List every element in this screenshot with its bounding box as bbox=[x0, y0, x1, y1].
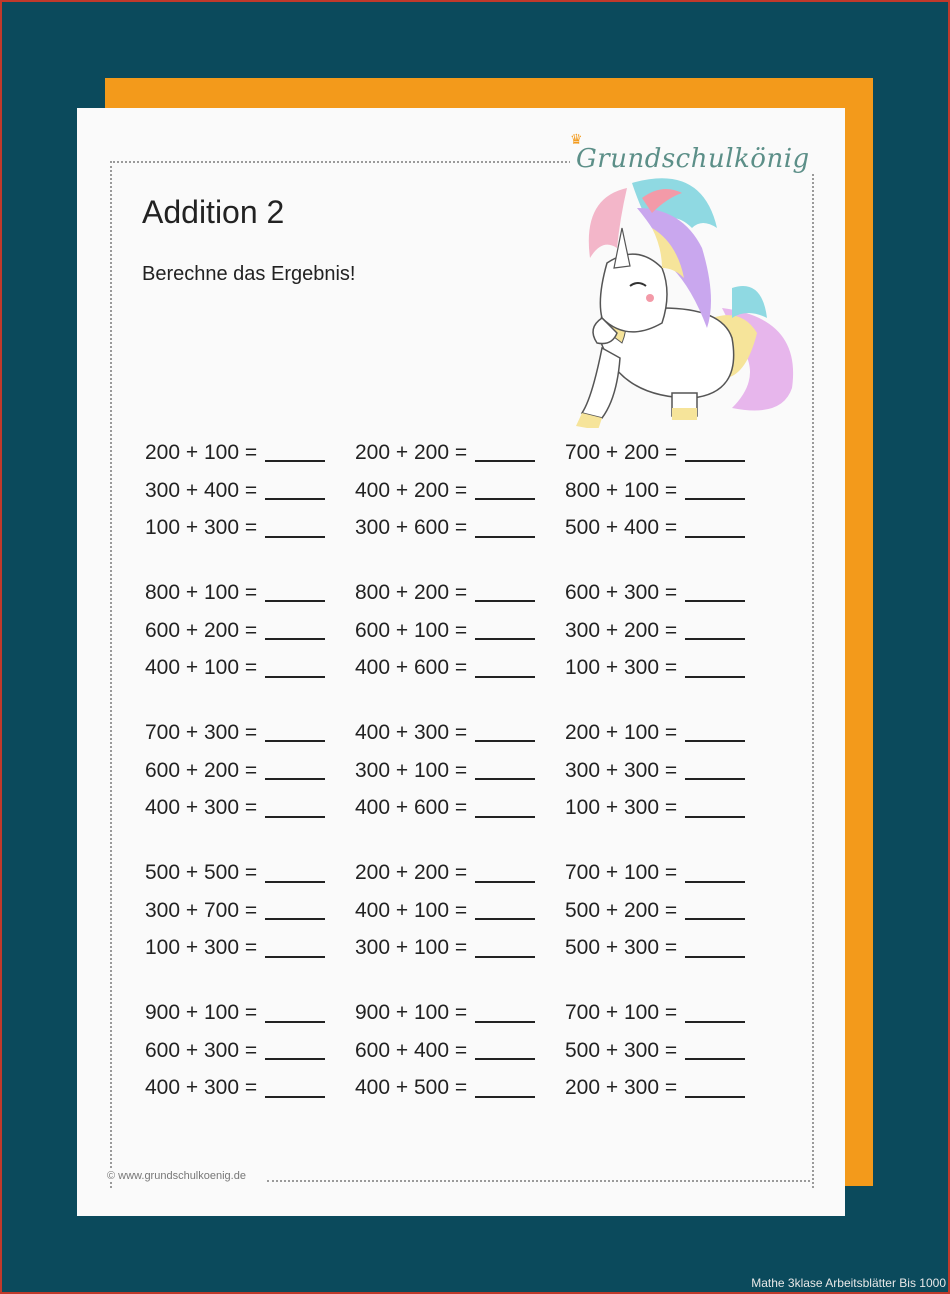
problem-item bbox=[355, 1001, 565, 1025]
image-caption: Mathe 3klase Arbeitsblätter Bis 1000 bbox=[751, 1276, 946, 1290]
problem-expression: 500 + 400 = bbox=[565, 516, 678, 540]
worksheet-instruction: Berechne das Ergebnis! bbox=[142, 263, 356, 285]
answer-blank[interactable] bbox=[265, 535, 325, 538]
problem-item bbox=[145, 1039, 355, 1063]
answer-blank[interactable] bbox=[475, 1095, 535, 1098]
problem-item bbox=[355, 861, 565, 885]
problem-expression: 400 + 300 = bbox=[145, 796, 258, 820]
problem-item bbox=[565, 796, 775, 820]
problem-item bbox=[565, 1001, 775, 1025]
problem-row bbox=[145, 574, 785, 612]
problem-expression: 300 + 100 = bbox=[355, 936, 468, 960]
problem-expression: 600 + 400 = bbox=[355, 1038, 468, 1062]
answer-blank[interactable] bbox=[475, 955, 535, 958]
problem-item bbox=[145, 656, 355, 680]
problem-item bbox=[565, 516, 775, 540]
answer-blank[interactable] bbox=[475, 815, 535, 818]
problem-expression: 400 + 500 = bbox=[355, 1076, 468, 1100]
problem-item bbox=[355, 759, 565, 783]
answer-blank[interactable] bbox=[685, 675, 745, 678]
answer-blank[interactable] bbox=[475, 1057, 535, 1060]
problem-item bbox=[145, 936, 355, 960]
problem-row bbox=[145, 790, 785, 828]
answer-blank[interactable] bbox=[475, 459, 535, 462]
problem-expression: 100 + 300 = bbox=[145, 936, 258, 960]
answer-blank[interactable] bbox=[685, 535, 745, 538]
problem-expression: 600 + 100 = bbox=[355, 618, 468, 642]
problem-expression: 700 + 300 = bbox=[145, 720, 258, 744]
problem-expression: 400 + 600 = bbox=[355, 656, 468, 680]
problem-expression: 400 + 300 = bbox=[145, 1076, 258, 1100]
problem-expression: 900 + 100 = bbox=[355, 1001, 468, 1025]
problem-item bbox=[565, 936, 775, 960]
problem-item bbox=[565, 656, 775, 680]
problem-expression: 600 + 300 = bbox=[565, 580, 678, 604]
problem-block bbox=[145, 994, 785, 1107]
problem-block bbox=[145, 574, 785, 687]
problem-grid bbox=[145, 434, 785, 1134]
answer-blank[interactable] bbox=[265, 637, 325, 640]
answer-blank[interactable] bbox=[685, 459, 745, 462]
problem-item bbox=[145, 479, 355, 503]
unicorn-illustration bbox=[502, 168, 802, 428]
problem-expression: 800 + 100 = bbox=[565, 478, 678, 502]
problem-row bbox=[145, 752, 785, 790]
crown-icon: ♛ bbox=[570, 132, 584, 148]
problem-row bbox=[145, 854, 785, 892]
problem-row bbox=[145, 612, 785, 650]
answer-blank[interactable] bbox=[475, 675, 535, 678]
problem-item bbox=[355, 899, 565, 923]
answer-blank[interactable] bbox=[475, 599, 535, 602]
answer-blank[interactable] bbox=[265, 459, 325, 462]
problem-expression: 100 + 300 = bbox=[145, 516, 258, 540]
worksheet-page bbox=[77, 108, 845, 1216]
problem-expression: 300 + 600 = bbox=[355, 516, 468, 540]
problem-item bbox=[565, 899, 775, 923]
problem-expression: 900 + 100 = bbox=[145, 1001, 258, 1025]
problem-item bbox=[355, 656, 565, 680]
problem-expression: 300 + 300 = bbox=[565, 758, 678, 782]
problem-row bbox=[145, 714, 785, 752]
answer-blank[interactable] bbox=[265, 675, 325, 678]
problem-item bbox=[355, 581, 565, 605]
problem-expression: 400 + 300 = bbox=[355, 720, 468, 744]
problem-item bbox=[145, 441, 355, 465]
problem-expression: 500 + 300 = bbox=[565, 1038, 678, 1062]
problem-expression: 600 + 200 = bbox=[145, 618, 258, 642]
answer-blank[interactable] bbox=[685, 637, 745, 640]
answer-blank[interactable] bbox=[265, 1095, 325, 1098]
problem-item bbox=[145, 759, 355, 783]
problem-expression: 300 + 700 = bbox=[145, 898, 258, 922]
answer-blank[interactable] bbox=[265, 815, 325, 818]
answer-blank[interactable] bbox=[265, 955, 325, 958]
problem-expression: 600 + 300 = bbox=[145, 1038, 258, 1062]
answer-blank[interactable] bbox=[685, 1020, 745, 1023]
answer-blank[interactable] bbox=[685, 1095, 745, 1098]
brand-name: Grundschulkönig bbox=[576, 144, 810, 174]
answer-blank[interactable] bbox=[685, 739, 745, 742]
problem-item bbox=[565, 581, 775, 605]
problem-item bbox=[355, 619, 565, 643]
answer-blank[interactable] bbox=[685, 777, 745, 780]
problem-block bbox=[145, 854, 785, 967]
problem-expression: 200 + 200 = bbox=[355, 440, 468, 464]
problem-item bbox=[565, 759, 775, 783]
problem-expression: 400 + 600 = bbox=[355, 796, 468, 820]
problem-item bbox=[355, 796, 565, 820]
answer-blank[interactable] bbox=[685, 599, 745, 602]
problem-expression: 700 + 100 = bbox=[565, 1001, 678, 1025]
problem-item bbox=[565, 1076, 775, 1100]
answer-blank[interactable] bbox=[265, 777, 325, 780]
footer-copyright: © www.grundschulkoenig.de bbox=[107, 1170, 250, 1182]
problem-expression: 200 + 200 = bbox=[355, 861, 468, 885]
answer-blank[interactable] bbox=[265, 1020, 325, 1023]
problem-row bbox=[145, 472, 785, 510]
problem-item bbox=[565, 1039, 775, 1063]
answer-blank[interactable] bbox=[475, 535, 535, 538]
problem-item bbox=[565, 861, 775, 885]
problem-row bbox=[145, 994, 785, 1032]
problem-item bbox=[145, 516, 355, 540]
answer-blank[interactable] bbox=[685, 1057, 745, 1060]
problem-item bbox=[355, 441, 565, 465]
answer-blank[interactable] bbox=[265, 497, 325, 500]
problem-expression: 500 + 300 = bbox=[565, 936, 678, 960]
problem-expression: 200 + 100 = bbox=[145, 440, 258, 464]
problem-item bbox=[355, 479, 565, 503]
answer-blank[interactable] bbox=[265, 880, 325, 883]
problem-expression: 500 + 200 = bbox=[565, 898, 678, 922]
problem-expression: 100 + 300 = bbox=[565, 656, 678, 680]
problem-item bbox=[565, 441, 775, 465]
problem-item bbox=[145, 1076, 355, 1100]
problem-item bbox=[565, 479, 775, 503]
problem-expression: 300 + 200 = bbox=[565, 618, 678, 642]
problem-block bbox=[145, 434, 785, 547]
problem-expression: 500 + 500 = bbox=[145, 861, 258, 885]
answer-blank[interactable] bbox=[475, 777, 535, 780]
problem-item bbox=[355, 1076, 565, 1100]
problem-item bbox=[145, 721, 355, 745]
problem-row bbox=[145, 649, 785, 687]
problem-row bbox=[145, 1070, 785, 1108]
problem-expression: 800 + 100 = bbox=[145, 580, 258, 604]
problem-expression: 200 + 100 = bbox=[565, 720, 678, 744]
problem-row bbox=[145, 434, 785, 472]
answer-blank[interactable] bbox=[475, 497, 535, 500]
problem-item bbox=[145, 861, 355, 885]
answer-blank[interactable] bbox=[475, 637, 535, 640]
problem-item bbox=[145, 1001, 355, 1025]
answer-blank[interactable] bbox=[475, 917, 535, 920]
problem-item bbox=[145, 581, 355, 605]
problem-item bbox=[355, 936, 565, 960]
problem-item bbox=[565, 619, 775, 643]
problem-row bbox=[145, 892, 785, 930]
problem-expression: 700 + 200 = bbox=[565, 440, 678, 464]
problem-expression: 600 + 200 = bbox=[145, 758, 258, 782]
answer-blank[interactable] bbox=[685, 880, 745, 883]
problem-expression: 400 + 200 = bbox=[355, 478, 468, 502]
answer-blank[interactable] bbox=[685, 955, 745, 958]
problem-row bbox=[145, 1032, 785, 1070]
problem-row bbox=[145, 930, 785, 968]
answer-blank[interactable] bbox=[475, 1020, 535, 1023]
problem-row bbox=[145, 509, 785, 547]
answer-blank[interactable] bbox=[685, 917, 745, 920]
problem-item bbox=[145, 796, 355, 820]
answer-blank[interactable] bbox=[685, 815, 745, 818]
problem-item bbox=[145, 619, 355, 643]
answer-blank[interactable] bbox=[265, 739, 325, 742]
problem-item bbox=[355, 721, 565, 745]
problem-expression: 400 + 100 = bbox=[145, 656, 258, 680]
answer-blank[interactable] bbox=[265, 1057, 325, 1060]
answer-blank[interactable] bbox=[265, 599, 325, 602]
problem-expression: 300 + 100 = bbox=[355, 758, 468, 782]
answer-blank[interactable] bbox=[265, 917, 325, 920]
dotted-frame-bottom bbox=[267, 1180, 810, 1182]
problem-item bbox=[565, 721, 775, 745]
problem-expression: 200 + 300 = bbox=[565, 1076, 678, 1100]
problem-expression: 800 + 200 = bbox=[355, 580, 468, 604]
worksheet-title: Addition 2 bbox=[142, 194, 285, 230]
problem-expression: 100 + 300 = bbox=[565, 796, 678, 820]
problem-expression: 300 + 400 = bbox=[145, 478, 258, 502]
problem-expression: 700 + 100 = bbox=[565, 861, 678, 885]
problem-item bbox=[355, 516, 565, 540]
problem-item bbox=[355, 1039, 565, 1063]
problem-expression: 400 + 100 = bbox=[355, 898, 468, 922]
answer-blank[interactable] bbox=[475, 739, 535, 742]
answer-blank[interactable] bbox=[475, 880, 535, 883]
problem-item bbox=[145, 899, 355, 923]
answer-blank[interactable] bbox=[685, 497, 745, 500]
problem-block bbox=[145, 714, 785, 827]
